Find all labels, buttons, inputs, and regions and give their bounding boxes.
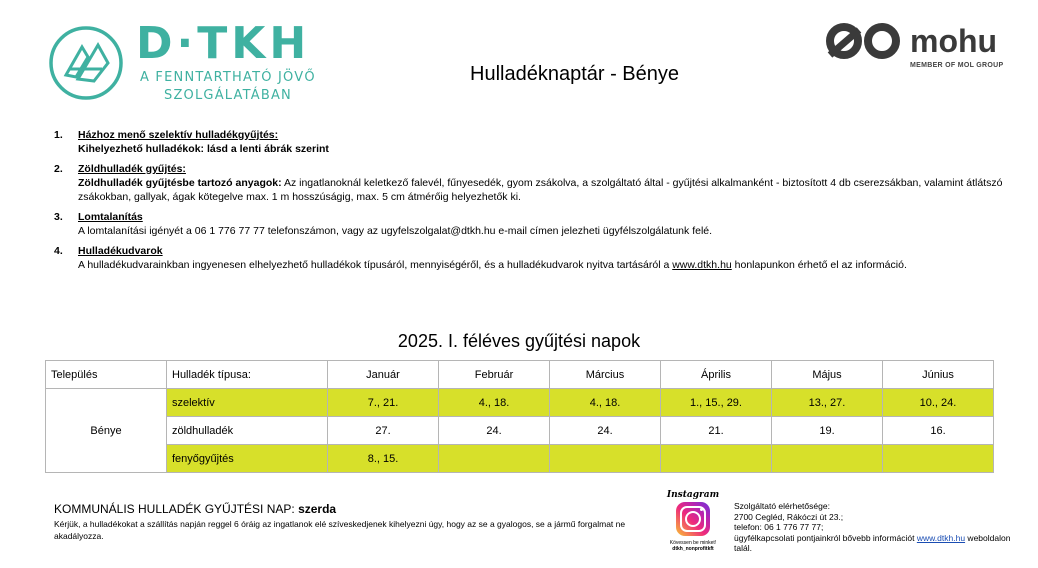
info-heading: Zöldhulladék gyűjtés: bbox=[78, 163, 186, 175]
info-heading: Lomtalanítás bbox=[78, 211, 143, 223]
collection-day-value: szerda bbox=[298, 502, 337, 516]
instagram-handle: dtkh_nonprofitkft bbox=[672, 546, 714, 552]
contact-more-text: ügyfélkapcsolati pontjainkról bővebb információt bbox=[734, 532, 917, 543]
info-number: 3. bbox=[54, 211, 63, 223]
contact-address: 2700 Cegléd, Rákóczi út 23.; bbox=[734, 511, 844, 522]
info-item-green-waste bbox=[54, 162, 1014, 204]
date-cell: 10., 24. bbox=[883, 389, 994, 417]
table-row bbox=[46, 445, 994, 473]
date-cell bbox=[772, 445, 883, 473]
mohu-wordmark: mohu bbox=[910, 23, 998, 59]
collection-day-title bbox=[54, 502, 654, 517]
waste-type-cell: fenyőgyűjtés bbox=[167, 445, 328, 473]
contact-more-end: weboldalon talál. bbox=[734, 532, 1011, 553]
dtkh-tagline-line-2: SZOLGÁLATÁBAN bbox=[164, 88, 292, 103]
contact-block bbox=[734, 501, 1024, 554]
date-cell bbox=[661, 445, 772, 473]
instagram-icon[interactable] bbox=[676, 502, 710, 536]
mohu-member-text: MEMBER OF MOL GROUP bbox=[910, 62, 1004, 69]
info-item-bulky-waste bbox=[54, 210, 1014, 238]
info-number: 1. bbox=[54, 129, 63, 141]
table-row bbox=[46, 389, 994, 417]
column-header-month: Február bbox=[439, 361, 550, 389]
info-list bbox=[54, 128, 1014, 278]
contact-website-link[interactable]: www.dtkh.hu bbox=[916, 532, 966, 543]
collection-schedule-table bbox=[45, 360, 994, 473]
date-cell: 4., 18. bbox=[439, 389, 550, 417]
contact-phone: telefon: 06 1 776 77 77; bbox=[734, 522, 824, 532]
date-cell: 4., 18. bbox=[550, 389, 661, 417]
date-cell: 8., 15. bbox=[328, 445, 439, 473]
column-header-settlement: Település bbox=[46, 361, 167, 389]
date-cell: 24. bbox=[550, 417, 661, 445]
date-cell bbox=[439, 445, 550, 473]
waste-type-cell: szelektív bbox=[167, 389, 328, 417]
instagram-dot-icon bbox=[700, 508, 703, 511]
mohu-glyph-icon bbox=[826, 22, 902, 60]
info-item-selective bbox=[54, 128, 1014, 156]
info-text-end: honlapunkon érhető el az információ. bbox=[731, 259, 907, 271]
info-text: A lomtalanítási igényét a 06 1 776 77 77 telefonszámon, vagy az ugyfelszolgalat@dtkh.hu e-mail címen jelezheti ügyfélszolgálatunk felé. bbox=[78, 225, 713, 237]
info-number: 2. bbox=[54, 163, 63, 175]
date-cell: 27. bbox=[328, 417, 439, 445]
info-heading: Hulladékudvarok bbox=[78, 245, 163, 257]
table-header-row bbox=[46, 361, 994, 389]
info-bold-line: Kihelyezhető hulladékok: lásd a lenti ábrák szerint bbox=[78, 143, 329, 155]
column-header-waste-type: Hulladék típusa: bbox=[167, 361, 328, 389]
collection-day-label: KOMMUNÁLIS HULLADÉK GYŰJTÉSI NAP: bbox=[54, 502, 299, 516]
dtkh-logo bbox=[48, 18, 348, 104]
instagram-wordmark: Instagram bbox=[666, 490, 720, 500]
date-cell: 13., 27. bbox=[772, 389, 883, 417]
settlement-cell: Bénye bbox=[46, 389, 167, 473]
info-heading: Házhoz menő szelektív hulladékgyűjtés: bbox=[78, 129, 279, 141]
page-title: Hulladéknaptár - Bénye bbox=[470, 63, 680, 85]
date-cell bbox=[883, 445, 994, 473]
instagram-lens-icon bbox=[685, 511, 701, 527]
contact-more bbox=[734, 533, 1024, 554]
column-header-month: Március bbox=[550, 361, 661, 389]
column-header-month: Január bbox=[328, 361, 439, 389]
column-header-month: Június bbox=[883, 361, 994, 389]
dtkh-emblem-icon bbox=[48, 25, 124, 101]
instagram-block[interactable] bbox=[662, 490, 724, 562]
date-cell bbox=[550, 445, 661, 473]
table-row bbox=[46, 417, 994, 445]
instagram-follow-text: Kövessen be minket! bbox=[669, 540, 717, 546]
info-item-waste-yards bbox=[54, 244, 1014, 272]
dtkh-tagline-line-1: A FENNTARTHATÓ JÖVŐ bbox=[140, 70, 316, 85]
date-cell: 16. bbox=[883, 417, 994, 445]
info-text: Az ingatlanoknál keletkező falevél, fűnyesedék, gyom zsákolva, a szolgáltató által - gyűjtési alkalmanként - biztosított 4 db cserezsákban, valamint átlátszó zsákokban, gallyak, ágak kötegelve max. 1 m hosszúságig, max. 5 cm átmérőig helyezhetők ki. bbox=[78, 177, 1003, 203]
dtkh-website-link[interactable]: www.dtkh.hu bbox=[672, 259, 732, 271]
date-cell: 7., 21. bbox=[328, 389, 439, 417]
date-cell: 21. bbox=[661, 417, 772, 445]
column-header-month: Május bbox=[772, 361, 883, 389]
date-cell: 1., 15., 29. bbox=[661, 389, 772, 417]
dtkh-wordmark: D·TKH bbox=[136, 18, 311, 69]
date-cell: 24. bbox=[439, 417, 550, 445]
collection-day-block bbox=[54, 502, 654, 542]
info-number: 4. bbox=[54, 245, 63, 257]
contact-title: Szolgáltató elérhetősége: bbox=[734, 501, 830, 511]
info-bold-line: Zöldhulladék gyűjtésbe tartozó anyagok: bbox=[78, 177, 282, 189]
mohu-logo bbox=[826, 22, 1016, 72]
table-title: 2025. I. féléves gyűjtési napok bbox=[397, 331, 641, 351]
column-header-month: Április bbox=[661, 361, 772, 389]
waste-type-cell: zöldhulladék bbox=[167, 417, 328, 445]
collection-day-note: Kérjük, a hulladékokat a szállítás napján reggel 6 óráig az ingatlanok elé szíveskedjenek kihelyezni úgy, hogy az se a gyalogos, se a jármű forgalmat ne akadályozza. bbox=[54, 519, 626, 541]
info-text: A hulladékudvarainkban ingyenesen elhelyezhető hulladékok típusáról, mennyiségéről, és a hulladékudvarok nyitva tartásáról a bbox=[78, 259, 673, 271]
date-cell: 19. bbox=[772, 417, 883, 445]
